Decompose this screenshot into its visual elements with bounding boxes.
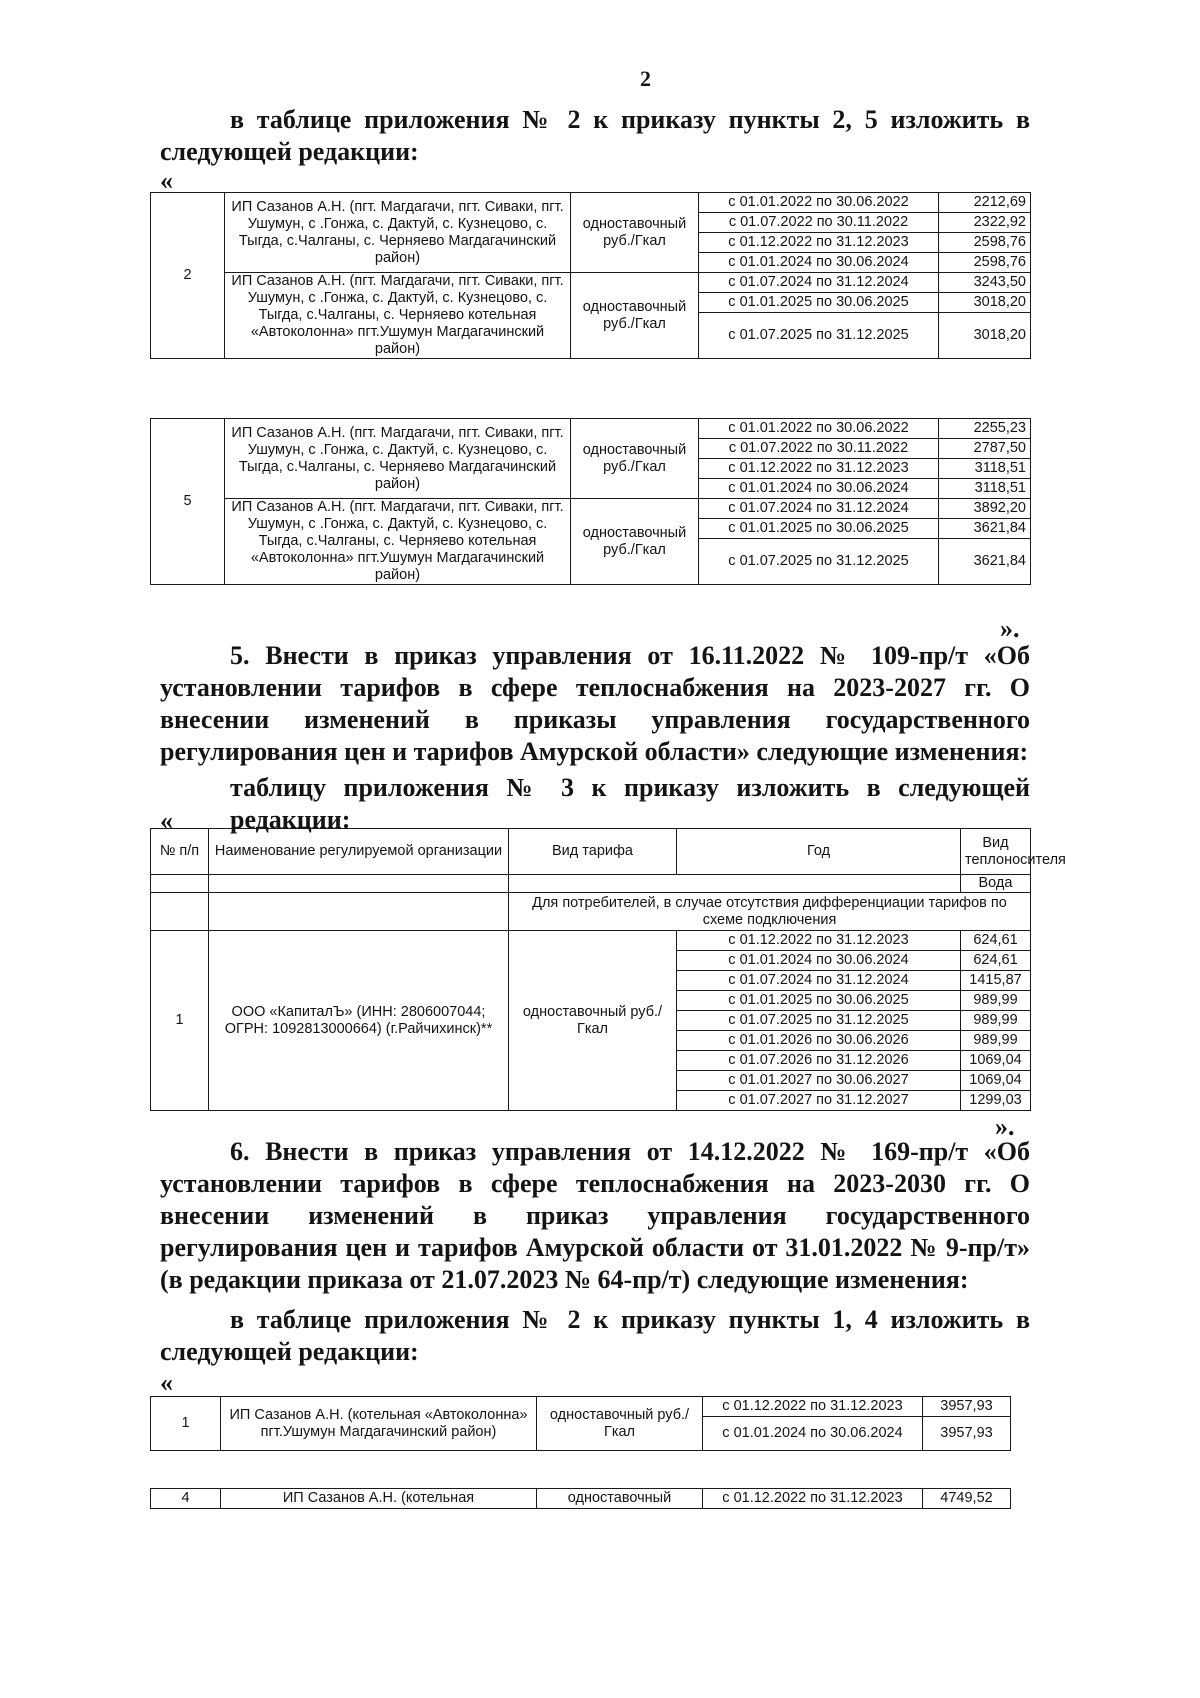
table5-value: 4749,52 bbox=[923, 1489, 1011, 1509]
table1-org-b: ИП Сазанов А.Н. (пгт. Магдагачи, пгт. Сиваки, пгт. Ушумун, с .Гонжа, с. Дактуй, с. Кузнецово, с. Тыгда, с.Чалганы, с. Черняево котельная «Автоколонна» пгт.Ушумун Магдагачинский район) bbox=[225, 273, 571, 359]
paragraph-6b: в таблице приложения № 2 к приказу пункты 1, 4 изложить в следующей редакции: bbox=[160, 1305, 1030, 1366]
table1-period: с 01.07.2022 по 30.11.2022 bbox=[699, 213, 939, 233]
table3-value: 1299,03 bbox=[961, 1091, 1031, 1111]
table5-org: ИП Сазанов А.Н. (котельная bbox=[221, 1489, 537, 1509]
table3-value: 989,99 bbox=[961, 1011, 1031, 1031]
table3-period: с 01.12.2022 по 31.12.2023 bbox=[677, 931, 961, 951]
table4-tariff-type: одноставочный руб./Гкал bbox=[537, 1397, 703, 1451]
table1-period: с 01.01.2025 по 30.06.2025 bbox=[699, 293, 939, 313]
table3-value: 989,99 bbox=[961, 991, 1031, 1011]
table2-period: с 01.07.2024 по 31.12.2024 bbox=[699, 499, 939, 519]
table1-tariff-type-a: одноставочный руб./Гкал bbox=[571, 193, 699, 273]
table3-period: с 01.01.2027 по 30.06.2027 bbox=[677, 1071, 961, 1091]
table3-value: 624,61 bbox=[961, 951, 1031, 971]
table1-value: 2322,92 bbox=[939, 213, 1031, 233]
subheader-consumers: Для потребителей, в случае отсутствия дифференциации тарифов по схеме подключения bbox=[509, 893, 1031, 931]
header-year: Год bbox=[677, 829, 961, 875]
table4-period: с 01.12.2022 по 31.12.2023 bbox=[703, 1397, 923, 1417]
paragraph-5: 5. Внести в приказ управления от 16.11.2022 № 109-пр/т «Об установлении тарифов в сфере теплоснабжения на 2023-2027 гг. О внесении изменений в приказы управления государственного регулирования цен и тарифов Амурской области» следующие изменения: bbox=[160, 641, 1030, 766]
table3-org: ООО «КапиталЪ» (ИНН: 2806007044; ОГРН: 1092813000664) (г.Райчихинск)** bbox=[209, 931, 509, 1111]
table2-value: 3118,51 bbox=[939, 459, 1031, 479]
table1-value: 3243,50 bbox=[939, 273, 1031, 293]
tariff-table-item-5 bbox=[150, 418, 1031, 585]
table2-period: с 01.12.2022 по 31.12.2023 bbox=[699, 459, 939, 479]
table5-tariff-type: одноставочный bbox=[537, 1489, 703, 1509]
table1-item-number: 2 bbox=[151, 193, 225, 359]
open-quote-3: « bbox=[160, 1368, 173, 1397]
header-water: Вода bbox=[961, 875, 1031, 893]
table2-value: 3892,20 bbox=[939, 499, 1031, 519]
tariff-table-6-item-1 bbox=[150, 1396, 1011, 1451]
open-quote-1: « bbox=[160, 166, 173, 195]
table2-org-a: ИП Сазанов А.Н. (пгт. Магдагачи, пгт. Сиваки, пгт. Ушумун, с .Гонжа, с. Дактуй, с. Кузнецово, с. Тыгда, с.Чалганы, с. Черняево Магдагачинский район) bbox=[225, 419, 571, 499]
paragraph-intro: в таблице приложения № 2 к приказу пункты 2, 5 изложить в следующей редакции: bbox=[160, 105, 1030, 166]
table2-tariff-type-a: одноставочный руб./Гкал bbox=[571, 419, 699, 499]
table1-value: 3018,20 bbox=[939, 293, 1031, 313]
page-number: 2 bbox=[640, 66, 651, 91]
table3-period: с 01.07.2024 по 31.12.2024 bbox=[677, 971, 961, 991]
table3-period: с 01.07.2027 по 31.12.2027 bbox=[677, 1091, 961, 1111]
table2-period: с 01.01.2022 по 30.06.2022 bbox=[699, 419, 939, 439]
table5-item-number: 4 bbox=[151, 1489, 221, 1509]
table3-item-number: 1 bbox=[151, 931, 209, 1111]
table2-period: с 01.01.2025 по 30.06.2025 bbox=[699, 519, 939, 539]
table5-period: с 01.12.2022 по 31.12.2023 bbox=[703, 1489, 923, 1509]
table2-period: с 01.01.2024 по 30.06.2024 bbox=[699, 479, 939, 499]
subheader-blank bbox=[151, 893, 209, 931]
table3-value: 1069,04 bbox=[961, 1051, 1031, 1071]
table3-period: с 01.07.2026 по 31.12.2026 bbox=[677, 1051, 961, 1071]
table3-value: 624,61 bbox=[961, 931, 1031, 951]
tariff-table-6-item-4 bbox=[150, 1488, 1011, 1509]
header-blank bbox=[509, 875, 961, 893]
header-org: Наименование регулируемой организации bbox=[209, 829, 509, 875]
header-num: № п/п bbox=[151, 829, 209, 875]
table3-period: с 01.01.2025 по 30.06.2025 bbox=[677, 991, 961, 1011]
table3-period: с 01.07.2025 по 31.12.2025 bbox=[677, 1011, 961, 1031]
table3-period: с 01.01.2026 по 30.06.2026 bbox=[677, 1031, 961, 1051]
table3-period: с 01.01.2024 по 30.06.2024 bbox=[677, 951, 961, 971]
table1-value: 2598,76 bbox=[939, 253, 1031, 273]
table2-period: с 01.07.2022 по 30.11.2022 bbox=[699, 439, 939, 459]
table1-period: с 01.07.2024 по 31.12.2024 bbox=[699, 273, 939, 293]
table3-tariff-type: одноставочный руб./Гкал bbox=[509, 931, 677, 1111]
header-tariff-type: Вид тарифа bbox=[509, 829, 677, 875]
table2-tariff-type-b: одноставочный руб./Гкал bbox=[571, 499, 699, 585]
table1-period: с 01.07.2025 по 31.12.2025 bbox=[699, 313, 939, 359]
table4-org: ИП Сазанов А.Н. (котельная «Автоколонна» пгт.Ушумун Магдагачинский район) bbox=[221, 1397, 537, 1451]
table1-org-a: ИП Сазанов А.Н. (пгт. Магдагачи, пгт. Сиваки, пгт. Ушумун, с .Гонжа, с. Дактуй, с. Кузнецово, с. Тыгда, с.Чалганы, с. Черняево Магдагачинский район) bbox=[225, 193, 571, 273]
paragraph-5b: таблицу приложения № 3 к приказу изложить в следующей редакции: bbox=[230, 773, 1030, 834]
table4-value: 3957,93 bbox=[923, 1417, 1011, 1451]
table1-period: с 01.01.2022 по 30.06.2022 bbox=[699, 193, 939, 213]
close-quote-2: ». bbox=[995, 1112, 1015, 1141]
table4-value: 3957,93 bbox=[923, 1397, 1011, 1417]
table4-period: с 01.01.2024 по 30.06.2024 bbox=[703, 1417, 923, 1451]
header-blank bbox=[151, 875, 209, 893]
table2-value: 3621,84 bbox=[939, 519, 1031, 539]
table3-value: 1415,87 bbox=[961, 971, 1031, 991]
table1-period: с 01.12.2022 по 31.12.2023 bbox=[699, 233, 939, 253]
table1-tariff-type-b: одноставочный руб./Гкал bbox=[571, 273, 699, 359]
paragraph-6: 6. Внести в приказ управления от 14.12.2022 № 169-пр/т «Об установлении тарифов в сфере теплоснабжения на 2023-2030 гг. О внесении изменений в приказ управления государственного регулирования цен и тарифов Амурской области от 31.01.2022 № 9-пр/т» (в редакции приказа от 21.07.2023 № 64-пр/т) следующие изменения: bbox=[160, 1137, 1030, 1294]
table3-value: 1069,04 bbox=[961, 1071, 1031, 1091]
table2-value: 3621,84 bbox=[939, 539, 1031, 585]
tariff-table-kapital bbox=[150, 828, 1066, 1111]
table1-value: 2598,76 bbox=[939, 233, 1031, 253]
table2-value: 2787,50 bbox=[939, 439, 1031, 459]
table2-value: 3118,51 bbox=[939, 479, 1031, 499]
table4-item-number: 1 bbox=[151, 1397, 221, 1451]
table1-value: 2212,69 bbox=[939, 193, 1031, 213]
table2-value: 2255,23 bbox=[939, 419, 1031, 439]
table3-value: 989,99 bbox=[961, 1031, 1031, 1051]
table2-period: с 01.07.2025 по 31.12.2025 bbox=[699, 539, 939, 585]
tariff-table-item-2 bbox=[150, 192, 1031, 359]
close-quote-1: ». bbox=[1000, 614, 1020, 643]
table1-value: 3018,20 bbox=[939, 313, 1031, 359]
header-carrier: Вид теплоносителя bbox=[961, 829, 1031, 875]
subheader-blank bbox=[209, 893, 509, 931]
table2-org-b: ИП Сазанов А.Н. (пгт. Магдагачи, пгт. Сиваки, пгт. Ушумун, с .Гонжа, с. Дактуй, с. Кузнецово, с. Тыгда, с.Чалганы, с. Черняево котельная «Автоколонна» пгт.Ушумун Магдагачинский район) bbox=[225, 499, 571, 585]
table1-period: с 01.01.2024 по 30.06.2024 bbox=[699, 253, 939, 273]
header-blank bbox=[209, 875, 509, 893]
open-quote-2: « bbox=[160, 806, 173, 835]
table2-item-number: 5 bbox=[151, 419, 225, 585]
